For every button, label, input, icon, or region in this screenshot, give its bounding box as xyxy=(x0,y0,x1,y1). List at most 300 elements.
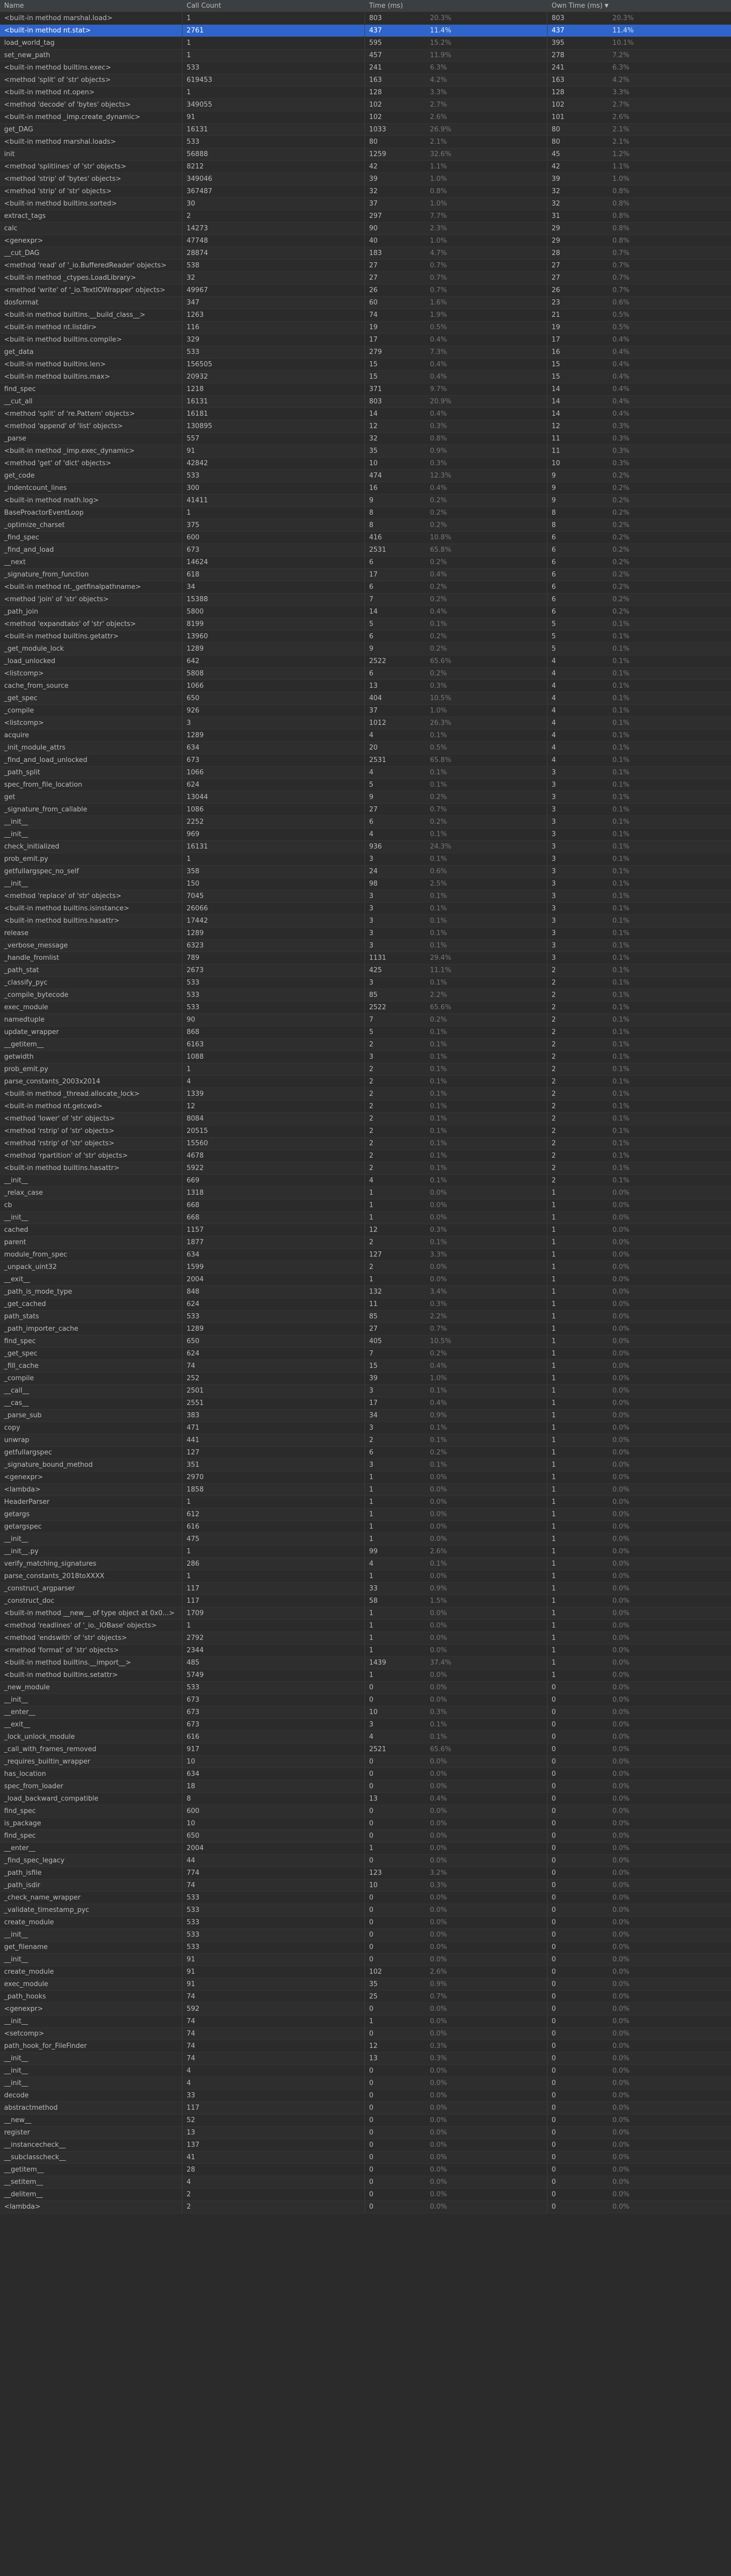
table-row[interactable] xyxy=(0,1138,731,1150)
table-row[interactable] xyxy=(0,2090,731,2102)
table-row[interactable] xyxy=(0,1768,731,1781)
table-row[interactable] xyxy=(0,2040,731,2053)
table-row[interactable] xyxy=(0,692,731,705)
time-ms: 1 xyxy=(369,1486,374,1494)
table-row[interactable] xyxy=(0,853,731,866)
call-count-cell: 2551 xyxy=(182,1397,365,1409)
own-time-cell xyxy=(547,359,731,370)
table-row[interactable] xyxy=(0,866,731,878)
table-row[interactable] xyxy=(0,680,731,692)
table-row[interactable] xyxy=(0,742,731,754)
table-row[interactable] xyxy=(0,804,731,816)
table-row[interactable] xyxy=(0,668,731,680)
table-row[interactable] xyxy=(0,2077,731,2090)
function-name-cell: release xyxy=(0,927,182,939)
table-row[interactable] xyxy=(0,1261,731,1274)
table-row[interactable] xyxy=(0,1607,731,1620)
table-row[interactable] xyxy=(0,371,731,383)
table-row[interactable] xyxy=(0,49,731,62)
table-row[interactable] xyxy=(0,1595,731,1607)
table-row[interactable] xyxy=(0,1410,731,1422)
time-ms: 2 xyxy=(369,1239,374,1246)
table-row[interactable] xyxy=(0,12,731,25)
table-row[interactable] xyxy=(0,87,731,99)
own-time-percent: 3.3% xyxy=(612,89,630,96)
time-ms: 1131 xyxy=(369,954,387,962)
table-row[interactable] xyxy=(0,1632,731,1645)
table-row[interactable] xyxy=(0,1434,731,1447)
own-time-percent: 0.8% xyxy=(612,237,630,245)
table-row[interactable] xyxy=(0,1657,731,1669)
time-ms: 102 xyxy=(369,101,382,109)
table-row[interactable] xyxy=(0,569,731,581)
table-row[interactable] xyxy=(0,717,731,730)
time-cell xyxy=(365,495,547,506)
time-percent: 0.1% xyxy=(430,1078,447,1086)
table-row[interactable] xyxy=(0,495,731,507)
table-row[interactable] xyxy=(0,2139,731,2151)
column-header-name[interactable] xyxy=(0,0,182,12)
time-ms: 132 xyxy=(369,1288,382,1296)
table-row[interactable] xyxy=(0,470,731,482)
table-row[interactable] xyxy=(0,631,731,643)
table-row[interactable] xyxy=(0,37,731,49)
table-row[interactable] xyxy=(0,2114,731,2127)
table-row[interactable] xyxy=(0,2164,731,2176)
call-count-cell: 3 xyxy=(182,717,365,729)
function-name-cell: __init__ xyxy=(0,2053,182,2064)
table-row[interactable] xyxy=(0,247,731,260)
table-row[interactable] xyxy=(0,1682,731,1694)
table-row[interactable] xyxy=(0,532,731,544)
table-row[interactable] xyxy=(0,198,731,210)
table-row[interactable] xyxy=(0,655,731,668)
table-row[interactable] xyxy=(0,1978,731,1991)
function-name-cell: <method 'splitlines' of 'str' objects> xyxy=(0,161,182,173)
table-row[interactable] xyxy=(0,556,731,569)
call-count-cell: 533 xyxy=(182,1904,365,1916)
table-row[interactable] xyxy=(0,927,731,940)
time-percent: 0.1% xyxy=(430,1721,447,1728)
table-row[interactable] xyxy=(0,173,731,185)
table-row[interactable] xyxy=(0,1917,731,1929)
table-row[interactable] xyxy=(0,223,731,235)
table-row[interactable] xyxy=(0,581,731,594)
table-row[interactable] xyxy=(0,25,731,37)
table-row[interactable] xyxy=(0,1533,731,1546)
table-row[interactable] xyxy=(0,915,731,927)
table-row[interactable] xyxy=(0,1298,731,1311)
table-row[interactable] xyxy=(0,791,731,804)
own-time-percent: 0.0% xyxy=(612,1647,630,1654)
table-row[interactable] xyxy=(0,1892,731,1904)
table-row[interactable] xyxy=(0,1224,731,1236)
table-row[interactable] xyxy=(0,1706,731,1719)
own-time-ms: 32 xyxy=(552,188,560,195)
time-percent: 0.1% xyxy=(430,1152,447,1160)
function-name-cell: <built-in method _imp.exec_dynamic> xyxy=(0,445,182,457)
own-time-cell xyxy=(547,346,731,358)
table-row[interactable] xyxy=(0,1805,731,1818)
table-row[interactable] xyxy=(0,1904,731,1917)
own-time-cell xyxy=(547,408,731,420)
own-time-percent: 0.0% xyxy=(612,1387,630,1395)
time-percent: 26.9% xyxy=(430,126,452,133)
time-cell xyxy=(365,1966,547,1978)
table-row[interactable] xyxy=(0,2102,731,2114)
function-name-cell: _get_module_lock xyxy=(0,643,182,655)
table-row[interactable] xyxy=(0,210,731,223)
table-row[interactable] xyxy=(0,1521,731,1533)
table-row[interactable] xyxy=(0,1063,731,1076)
table-row[interactable] xyxy=(0,1286,731,1298)
table-row[interactable] xyxy=(0,1422,731,1434)
table-row[interactable] xyxy=(0,952,731,964)
own-time-cell xyxy=(547,742,731,754)
table-row[interactable] xyxy=(0,1842,731,1855)
table-row[interactable] xyxy=(0,1484,731,1496)
call-count-cell: 91 xyxy=(182,445,365,457)
table-row[interactable] xyxy=(0,1941,731,1954)
table-row[interactable] xyxy=(0,1372,731,1385)
table-row[interactable] xyxy=(0,1583,731,1595)
call-count-cell: 90 xyxy=(182,1014,365,1026)
own-time-cell xyxy=(547,1014,731,1026)
table-row[interactable] xyxy=(0,1471,731,1484)
table-row[interactable] xyxy=(0,828,731,841)
table-row[interactable] xyxy=(0,235,731,247)
own-time-percent: 0.0% xyxy=(612,2079,630,2087)
call-count-cell: 2673 xyxy=(182,964,365,976)
table-row[interactable] xyxy=(0,1175,731,1187)
own-time-percent: 0.1% xyxy=(612,1152,630,1160)
time-ms: 3 xyxy=(369,1461,374,1469)
table-row[interactable] xyxy=(0,816,731,828)
function-name-cell: <built-in method builtins.getattr> xyxy=(0,631,182,642)
time-ms: 3 xyxy=(369,1053,374,1061)
table-row[interactable] xyxy=(0,1039,731,1051)
table-row[interactable] xyxy=(0,346,731,359)
table-row[interactable] xyxy=(0,903,731,915)
time-percent: 0.2% xyxy=(430,793,447,801)
own-time-percent: 0.1% xyxy=(612,979,630,987)
function-name-cell: <built-in method builtins.hasattr> xyxy=(0,1162,182,1174)
own-time-ms: 0 xyxy=(552,2141,556,2149)
table-row[interactable] xyxy=(0,1002,731,1014)
table-row[interactable] xyxy=(0,260,731,272)
own-time-ms: 0 xyxy=(552,1980,556,1988)
table-row[interactable] xyxy=(0,1397,731,1410)
table-row[interactable] xyxy=(0,1991,731,2003)
own-time-percent: 0.0% xyxy=(612,1300,630,1308)
table-row[interactable] xyxy=(0,1150,731,1162)
table-row[interactable] xyxy=(0,1929,731,1941)
table-row[interactable] xyxy=(0,1274,731,1286)
own-time-percent: 0.4% xyxy=(612,348,630,356)
own-time-cell xyxy=(547,161,731,173)
own-time-cell xyxy=(547,457,731,469)
table-row[interactable] xyxy=(0,1162,731,1175)
sort-descending-icon[interactable]: ▼ xyxy=(604,3,609,9)
time-percent: 0.2% xyxy=(430,670,447,677)
column-header-own-time[interactable] xyxy=(547,0,731,12)
table-row[interactable] xyxy=(0,272,731,284)
table-row[interactable] xyxy=(0,420,731,433)
table-row[interactable] xyxy=(0,1187,731,1199)
function-name-cell: _fill_cache xyxy=(0,1360,182,1372)
table-row[interactable] xyxy=(0,1385,731,1397)
call-count-cell: 117 xyxy=(182,1595,365,1607)
table-row[interactable] xyxy=(0,841,731,853)
call-count-cell: 6163 xyxy=(182,1039,365,1050)
table-row[interactable] xyxy=(0,457,731,470)
table-row[interactable] xyxy=(0,1669,731,1682)
time-ms: 1 xyxy=(369,1671,374,1679)
time-cell xyxy=(365,272,547,284)
table-row[interactable] xyxy=(0,1620,731,1632)
table-row[interactable] xyxy=(0,779,731,791)
table-row[interactable] xyxy=(0,1199,731,1212)
time-cell xyxy=(365,247,547,259)
function-name-cell: __init__ xyxy=(0,1175,182,1187)
table-row[interactable] xyxy=(0,1818,731,1830)
time-cell xyxy=(365,1051,547,1063)
time-ms: 416 xyxy=(369,534,382,541)
table-row[interactable] xyxy=(0,2189,731,2201)
own-time-cell xyxy=(547,1100,731,1112)
table-row[interactable] xyxy=(0,1014,731,1026)
own-time-cell xyxy=(547,1583,731,1595)
table-row[interactable] xyxy=(0,878,731,890)
table-row[interactable] xyxy=(0,2201,731,2213)
table-row[interactable] xyxy=(0,1212,731,1224)
table-row[interactable] xyxy=(0,383,731,396)
table-row[interactable] xyxy=(0,1113,731,1125)
own-time-cell xyxy=(547,866,731,877)
time-percent: 0.7% xyxy=(430,262,447,269)
function-name-cell: find_spec xyxy=(0,1335,182,1347)
table-row[interactable] xyxy=(0,1236,731,1249)
own-time-ms: 0 xyxy=(552,1832,556,1840)
table-row[interactable] xyxy=(0,445,731,457)
call-count-cell: 56888 xyxy=(182,148,365,160)
table-row[interactable] xyxy=(0,1867,731,1879)
table-row[interactable] xyxy=(0,124,731,136)
table-row[interactable] xyxy=(0,730,731,742)
table-row[interactable] xyxy=(0,1076,731,1088)
call-count-cell: 848 xyxy=(182,1286,365,1298)
table-row[interactable] xyxy=(0,1459,731,1471)
time-percent: 0.0% xyxy=(430,1535,447,1543)
time-cell xyxy=(365,198,547,210)
table-row[interactable] xyxy=(0,1793,731,1805)
table-row[interactable] xyxy=(0,1743,731,1756)
table-row[interactable] xyxy=(0,754,731,767)
table-row[interactable] xyxy=(0,1694,731,1706)
table-row[interactable] xyxy=(0,977,731,989)
table-row[interactable] xyxy=(0,111,731,124)
own-time-percent: 0.1% xyxy=(612,707,630,715)
table-row[interactable] xyxy=(0,2015,731,2028)
table-row[interactable] xyxy=(0,1026,731,1039)
table-row[interactable] xyxy=(0,1249,731,1261)
table-row[interactable] xyxy=(0,544,731,556)
time-cell xyxy=(365,1335,547,1347)
table-row[interactable] xyxy=(0,940,731,952)
table-row[interactable] xyxy=(0,2053,731,2065)
time-ms: 58 xyxy=(369,1597,378,1605)
time-ms: 0 xyxy=(369,2067,374,2075)
table-row[interactable] xyxy=(0,643,731,655)
table-row[interactable] xyxy=(0,2151,731,2164)
time-cell xyxy=(365,519,547,531)
table-row[interactable] xyxy=(0,396,731,408)
own-time-cell xyxy=(547,1323,731,1335)
own-time-cell xyxy=(547,1607,731,1619)
table-row[interactable] xyxy=(0,1335,731,1348)
own-time-cell xyxy=(547,507,731,519)
table-row[interactable] xyxy=(0,1360,731,1372)
own-time-ms: 6 xyxy=(552,596,556,603)
own-time-ms: 10 xyxy=(552,460,560,467)
call-count-cell: 668 xyxy=(182,1199,365,1211)
table-row[interactable] xyxy=(0,185,731,198)
table-row[interactable] xyxy=(0,1447,731,1459)
table-row[interactable] xyxy=(0,989,731,1002)
table-row[interactable] xyxy=(0,99,731,111)
function-name-cell: update_wrapper xyxy=(0,1026,182,1038)
table-row[interactable] xyxy=(0,1088,731,1100)
time-ms: 0 xyxy=(369,1906,374,1914)
time-ms: 0 xyxy=(369,1857,374,1865)
table-row[interactable] xyxy=(0,359,731,371)
table-row[interactable] xyxy=(0,1348,731,1360)
table-row[interactable] xyxy=(0,309,731,321)
table-row[interactable] xyxy=(0,433,731,445)
own-time-percent: 0.4% xyxy=(612,385,630,393)
table-row[interactable] xyxy=(0,1558,731,1570)
table-row[interactable] xyxy=(0,334,731,346)
table-row[interactable] xyxy=(0,2003,731,2015)
own-time-percent: 0.0% xyxy=(612,1548,630,1555)
table-row[interactable] xyxy=(0,1966,731,1978)
table-row[interactable] xyxy=(0,1125,731,1138)
own-time-percent: 0.2% xyxy=(612,509,630,517)
table-row[interactable] xyxy=(0,618,731,631)
table-row[interactable] xyxy=(0,1311,731,1323)
own-time-percent: 0.0% xyxy=(612,1993,630,2001)
table-row[interactable] xyxy=(0,136,731,148)
time-percent: 1.0% xyxy=(430,707,447,715)
table-row[interactable] xyxy=(0,964,731,977)
own-time-percent: 0.0% xyxy=(612,1313,630,1320)
table-row[interactable] xyxy=(0,890,731,903)
time-percent: 0.4% xyxy=(430,336,447,344)
time-ms: 1012 xyxy=(369,719,387,727)
call-count-cell: 1289 xyxy=(182,927,365,939)
table-row[interactable] xyxy=(0,1645,731,1657)
table-row[interactable] xyxy=(0,408,731,420)
table-row[interactable] xyxy=(0,1546,731,1558)
time-cell xyxy=(365,532,547,544)
table-row[interactable] xyxy=(0,2176,731,2189)
table-row[interactable] xyxy=(0,1509,731,1521)
time-cell xyxy=(365,2176,547,2188)
column-header-time[interactable] xyxy=(365,0,547,12)
function-name-cell: <method 'strip' of 'str' objects> xyxy=(0,185,182,197)
table-row[interactable] xyxy=(0,1570,731,1583)
table-row[interactable] xyxy=(0,321,731,334)
table-row[interactable] xyxy=(0,1100,731,1113)
table-row[interactable] xyxy=(0,2028,731,2040)
time-ms: 0 xyxy=(369,1931,374,1939)
own-time-percent: 0.0% xyxy=(612,2030,630,2038)
table-row[interactable] xyxy=(0,482,731,495)
table-row[interactable] xyxy=(0,705,731,717)
time-cell xyxy=(365,1385,547,1397)
table-row[interactable] xyxy=(0,1719,731,1731)
own-time-cell xyxy=(547,1175,731,1187)
table-row[interactable] xyxy=(0,161,731,173)
time-percent: 12.3% xyxy=(430,472,452,480)
table-row[interactable] xyxy=(0,767,731,779)
table-row[interactable] xyxy=(0,1496,731,1509)
time-ms: 4 xyxy=(369,1733,374,1741)
call-count-cell: 74 xyxy=(182,2028,365,2040)
table-row[interactable] xyxy=(0,148,731,161)
time-percent: 24.3% xyxy=(430,843,452,851)
time-cell xyxy=(365,853,547,865)
time-ms: 39 xyxy=(369,1375,378,1382)
table-row[interactable] xyxy=(0,1051,731,1063)
time-cell xyxy=(365,1855,547,1867)
time-percent: 2.3% xyxy=(430,225,447,232)
table-row[interactable] xyxy=(0,284,731,297)
time-cell xyxy=(365,1682,547,1693)
table-row[interactable] xyxy=(0,74,731,87)
table-row[interactable] xyxy=(0,1781,731,1793)
table-row[interactable] xyxy=(0,1855,731,1867)
time-percent: 0.1% xyxy=(430,732,447,739)
table-row[interactable] xyxy=(0,594,731,606)
function-name-cell: _path_split xyxy=(0,767,182,778)
own-time-percent: 0.1% xyxy=(612,1065,630,1073)
call-count-cell: 16131 xyxy=(182,124,365,135)
table-row[interactable] xyxy=(0,62,731,74)
table-row[interactable] xyxy=(0,507,731,519)
table-row[interactable] xyxy=(0,2127,731,2139)
table-row[interactable] xyxy=(0,1731,731,1743)
table-row[interactable] xyxy=(0,1830,731,1842)
table-row[interactable] xyxy=(0,606,731,618)
own-time-cell xyxy=(547,1002,731,1013)
function-name-cell: parent xyxy=(0,1236,182,1248)
table-row[interactable] xyxy=(0,519,731,532)
table-row[interactable] xyxy=(0,297,731,309)
time-cell xyxy=(365,2189,547,2200)
column-header-call-count[interactable] xyxy=(182,0,365,12)
table-row[interactable] xyxy=(0,1756,731,1768)
table-row[interactable] xyxy=(0,1323,731,1335)
table-row[interactable] xyxy=(0,2065,731,2077)
table-row[interactable] xyxy=(0,1879,731,1892)
own-time-cell xyxy=(547,1793,731,1805)
table-row[interactable] xyxy=(0,1954,731,1966)
time-cell xyxy=(365,1484,547,1496)
own-time-ms: 16 xyxy=(552,348,560,356)
own-time-ms: 3 xyxy=(552,892,556,900)
own-time-percent: 0.1% xyxy=(612,719,630,727)
